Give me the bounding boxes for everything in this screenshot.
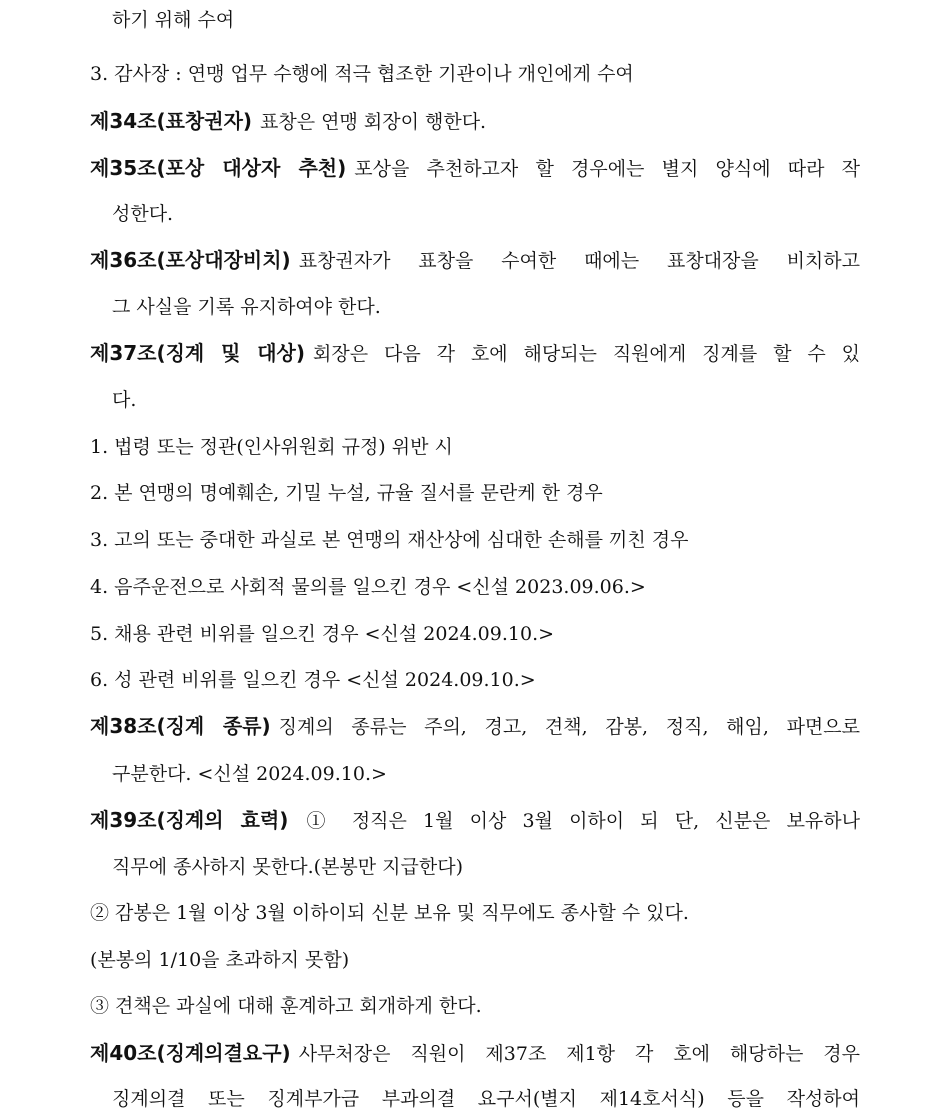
article-heading: 제35조(포상 대상자 추천) — [90, 156, 347, 180]
article-heading: 제40조(징계의결요구) — [90, 1041, 291, 1065]
list-item: 3. 감사장 : 연맹 업무 수행에 적극 협조한 기관이나 개인에게 수여 — [90, 63, 634, 85]
article-heading: 제39조(징계의 효력) — [90, 808, 289, 832]
article-text: 회장은 다음 각 호에 해당되는 직원에게 징계를 할 수 있 — [313, 343, 860, 365]
article-text: 표창권자가 표창을 수여한 때에는 표창대장을 비치하고 — [298, 250, 860, 272]
article-39 — [90, 806, 860, 834]
text-line: 직무에 종사하지 못한다.(본봉만 지급한다) — [112, 856, 464, 878]
article-text: 포상을 추천하고자 할 경우에는 별지 양식에 따라 작 — [354, 158, 860, 180]
list-item: 2. 본 연맹의 명예훼손, 기밀 누설, 규율 질서를 문란케 한 경우 — [90, 482, 603, 504]
text-line: 그 사실을 기록 유지하여야 한다. — [112, 296, 381, 318]
article-35 — [90, 154, 860, 182]
text-line: 구분한다. <신설 2024.09.10.> — [112, 763, 387, 785]
list-item: 1. 법령 또는 정관(인사위원회 규정) 위반 시 — [90, 436, 453, 458]
article-38 — [90, 712, 860, 740]
list-item: 4. 음주운전으로 사회적 물의를 일으킨 경우 <신설 2023.09.06.> — [90, 576, 646, 598]
text-line: 성한다. — [112, 203, 174, 225]
article-heading: 제34조(표창권자) — [90, 109, 253, 133]
text-line: 하기 위해 수여 — [112, 9, 235, 31]
list-item: 5. 채용 관련 비위를 일으킨 경우 <신설 2024.09.10.> — [90, 623, 555, 645]
article-40 — [90, 1039, 860, 1067]
article-text: 사무처장은 직원이 제37조 제1항 각 호에 해당하는 경우 — [298, 1043, 860, 1065]
article-34 — [90, 107, 860, 136]
article-text: ① 정직은 1월 이상 3월 이하이 되 단, 신분은 보유하나 — [296, 810, 860, 832]
text-line: (본봉의 1/10을 초과하지 못함) — [90, 949, 350, 971]
list-item: ③ 견책은 과실에 대해 훈계하고 회개하게 한다. — [90, 995, 482, 1017]
text-line: 다. — [112, 389, 137, 411]
article-36 — [90, 246, 860, 274]
article-text: 징계의 종류는 주의, 경고, 견책, 감봉, 정직, 해임, 파면으로 — [278, 716, 860, 738]
article-heading: 제37조(징계 및 대상) — [90, 341, 306, 365]
article-text: 표창은 연맹 회장이 행한다. — [260, 111, 487, 133]
list-item: ② 감봉은 1월 이상 3월 이하이되 신분 보유 및 직무에도 종사할 수 있다. — [90, 902, 689, 924]
list-item: 3. 고의 또는 중대한 과실로 본 연맹의 재산상에 심대한 손해를 끼친 경우 — [90, 529, 689, 551]
text-line: 징계의결 또는 징계부가금 부과의결 요구서(별지 제14호서식) 등을 작성하여 — [112, 1088, 860, 1110]
article-heading: 제36조(포상대장비치) — [90, 248, 291, 272]
list-item: 6. 성 관련 비위를 일으킨 경우 <신설 2024.09.10.> — [90, 669, 536, 691]
article-37 — [90, 339, 860, 367]
article-heading: 제38조(징계 종류) — [90, 714, 271, 738]
